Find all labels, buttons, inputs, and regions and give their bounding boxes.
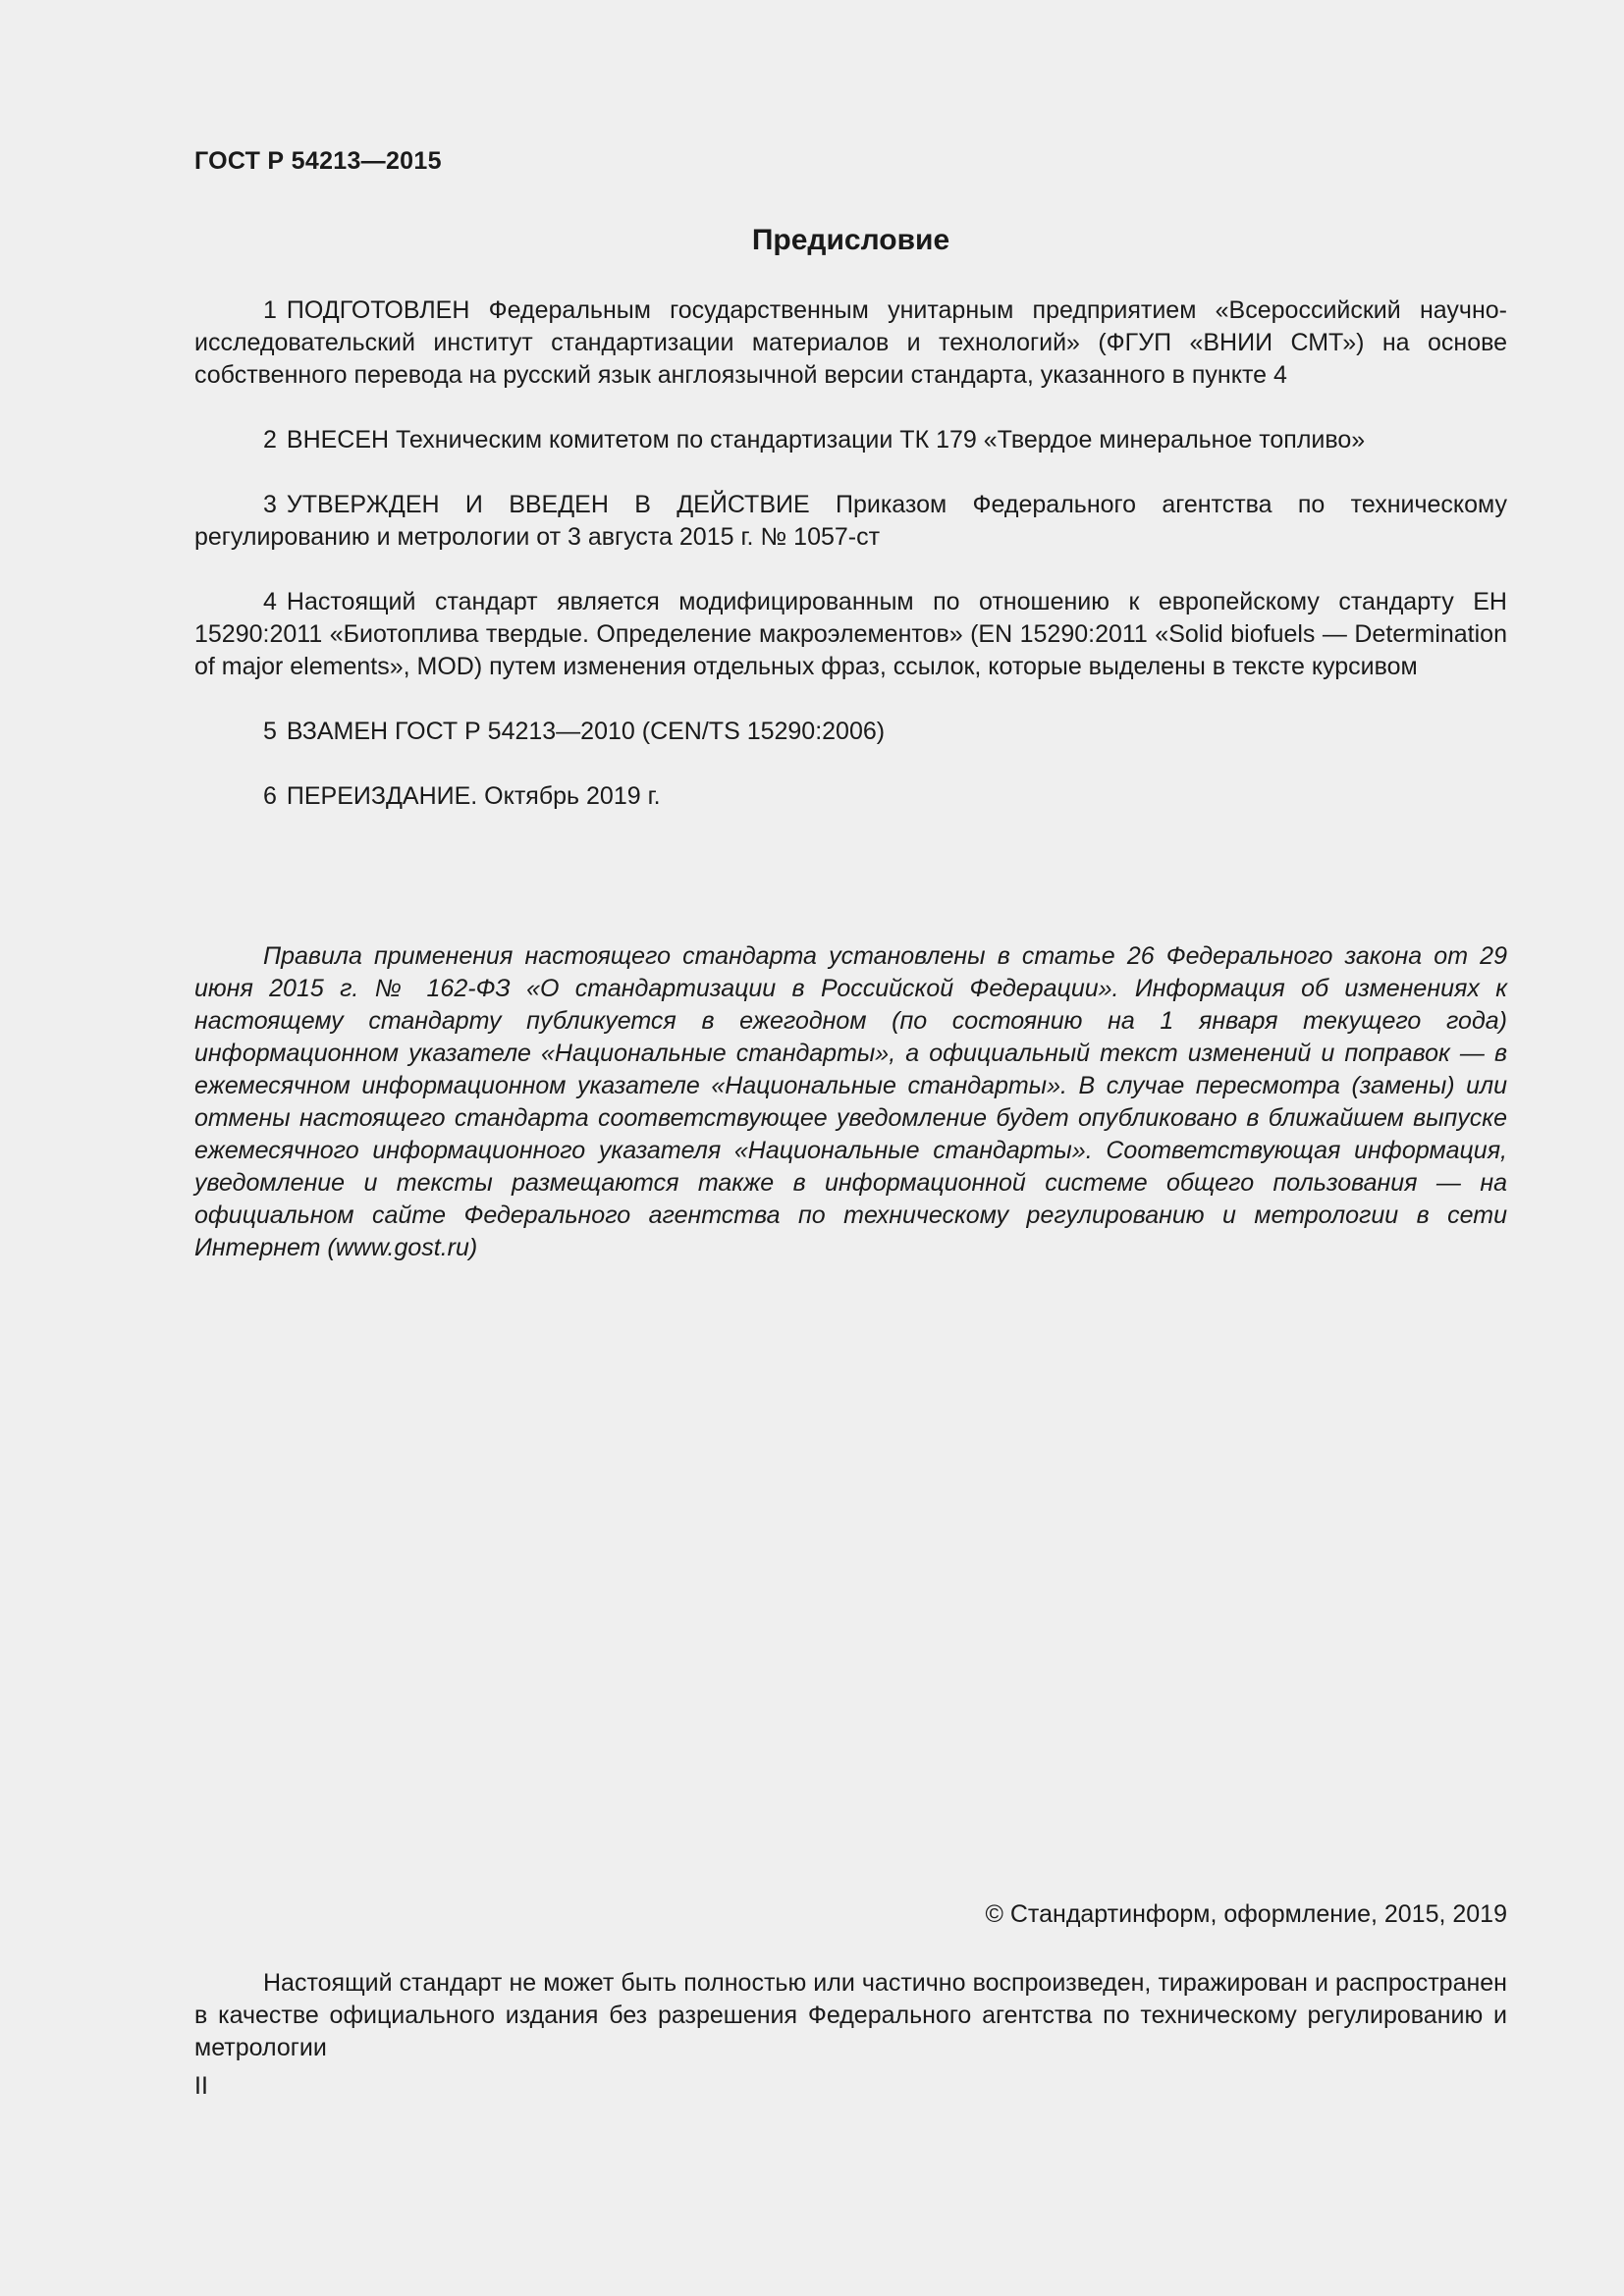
item-text: ПЕРЕИЗДАНИЕ. Октябрь 2019 г. bbox=[286, 782, 661, 810]
foreword-item-2 bbox=[194, 424, 1507, 456]
foreword-item-6 bbox=[194, 780, 1507, 813]
copyright-line: © Стандартинформ, оформление, 2015, 2019 bbox=[985, 1900, 1507, 1928]
item-number: 3 bbox=[263, 491, 277, 518]
foreword-item-3 bbox=[194, 489, 1507, 554]
foreword-item-1 bbox=[194, 294, 1507, 392]
foreword-title: Предисловие bbox=[751, 224, 950, 256]
foreword-items bbox=[194, 294, 1507, 845]
item-text: ВНЕСЕН Техническим комитетом по стандартизации ТК 179 «Твердое минеральное топливо» bbox=[286, 426, 1366, 454]
item-number: 1 bbox=[263, 296, 277, 324]
item-text: ВЗАМЕН ГОСТ Р 54213—2010 (CEN/TS 15290:2006) bbox=[286, 718, 886, 745]
item-number: 2 bbox=[263, 426, 277, 454]
item-number: 4 bbox=[263, 588, 277, 615]
application-rules-notice: Правила применения настоящего стандарта установлены в статье 26 Федерального закона от 29 июня 2015 г. № 162-ФЗ «О стандартизации в Российской Федерации». Информация об изменениях к настоящему стандарту публикуется в ежегодном (по состоянию на 1 января текущего года) информационном указателе «Национальные стандарты», а официальный текст изменений и поправок — в ежемесячном информационном указателе «Национальные стандарты». В случае пересмотра (замены) или отмены настоящего стандарта соответствующее уведомление будет опубликовано в ближайшем выпуске ежемесячного информационного указателя «Национальные стандарты». Соответствующая информация, уведомление и тексты размещаются также в информационной системе общего пользования — на официальном сайте Федерального агентства по техническому регулированию и метрологии в сети Интернет (www.gost.ru) bbox=[194, 942, 1507, 1261]
foreword-item-5 bbox=[194, 716, 1507, 748]
item-text: ПОДГОТОВЛЕН Федеральным государственным унитарным предприятием «Всероссийский научно-исследовательский институт стандартизации материалов и технологий» (ФГУП «ВНИИ СМТ») на основе собственного перевода на русский язык англоязычной версии стандарта, указанного в пункте 4 bbox=[194, 296, 1507, 389]
item-text: УТВЕРЖДЕН И ВВЕДЕН В ДЕЙСТВИЕ Приказом Федерального агентства по техническому регулированию и метрологии от 3 августа 2015 г. № 1057-ст bbox=[194, 491, 1507, 551]
reproduction-rights-notice: Настоящий стандарт не может быть полностью или частично воспроизведен, тиражирован и распространен в качестве официального издания без разрешения Федерального агентства по техническому регулированию и метрологии bbox=[194, 1969, 1507, 2061]
document-id-header: ГОСТ Р 54213—2015 bbox=[194, 147, 442, 175]
page-number: II bbox=[194, 2072, 208, 2100]
item-text: Настоящий стандарт является модифицированным по отношению к европейскому стандарту ЕН 15290:2011 «Биотоплива твердые. Определение макроэлементов» (EN 15290:2011 «Solid biofuels — Determination of major elements», MOD) путем изменения отдельных фраз, ссылок, которые выделены в тексте курсивом bbox=[194, 588, 1507, 680]
foreword-item-4 bbox=[194, 586, 1507, 683]
item-number: 5 bbox=[263, 718, 277, 745]
item-number: 6 bbox=[263, 782, 277, 810]
